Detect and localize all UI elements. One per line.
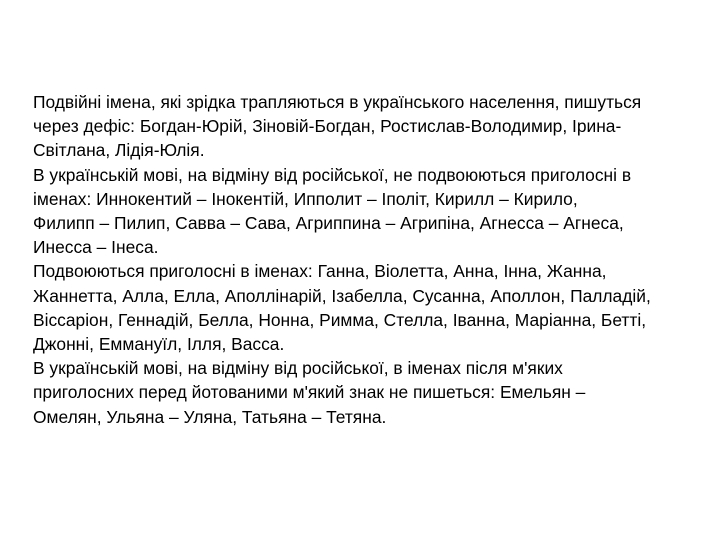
text-line: Инесса – Інеса.: [33, 237, 159, 258]
text-line: приголосних перед йотованими м'який знак не пишеться: Емельян –: [33, 382, 586, 403]
text-line: В українській мові, на відміну від російської, не подвоюються приголосні в: [33, 164, 632, 185]
text-line: Филипп – Пилип, Савва – Сава, Агриппина – Агрипіна, Агнесса – Агнеса,: [33, 213, 624, 234]
text-line: Подвоюються приголосні в іменах: Ганна, Віолетта, Анна, Інна, Жанна,: [33, 261, 607, 282]
text-block: [33, 90, 693, 429]
text-line: іменах: Иннокентий – Інокентій, Ипполит – Іполіт, Кирилл – Кирило,: [33, 188, 578, 209]
text-line: Віссаріон, Геннадій, Белла, Нонна, Римма, Стелла, Іванна, Маріанна, Бетті,: [33, 309, 647, 330]
text-line: В українській мові, на відміну від російської, в іменах після м'яких: [33, 358, 563, 379]
text-line: Подвійні імена, які зрідка трапляються в українського населення, пишуться: [33, 92, 642, 112]
text-line: Джонні, Еммануїл, Ілля, Васса.: [33, 334, 285, 355]
text-line: через дефіс: Богдан-Юрій, Зіновій-Богдан, Ростислав-Володимир, Ірина-: [33, 116, 622, 137]
text-line: Омелян, Ульяна – Уляна, Татьяна – Тетяна.: [33, 406, 387, 427]
text-line: Жаннетта, Алла, Елла, Аполлінарій, Ізабелла, Сусанна, Аполлон, Палладій,: [33, 285, 651, 306]
text-line: Світлана, Лідія-Юлія.: [33, 140, 205, 161]
